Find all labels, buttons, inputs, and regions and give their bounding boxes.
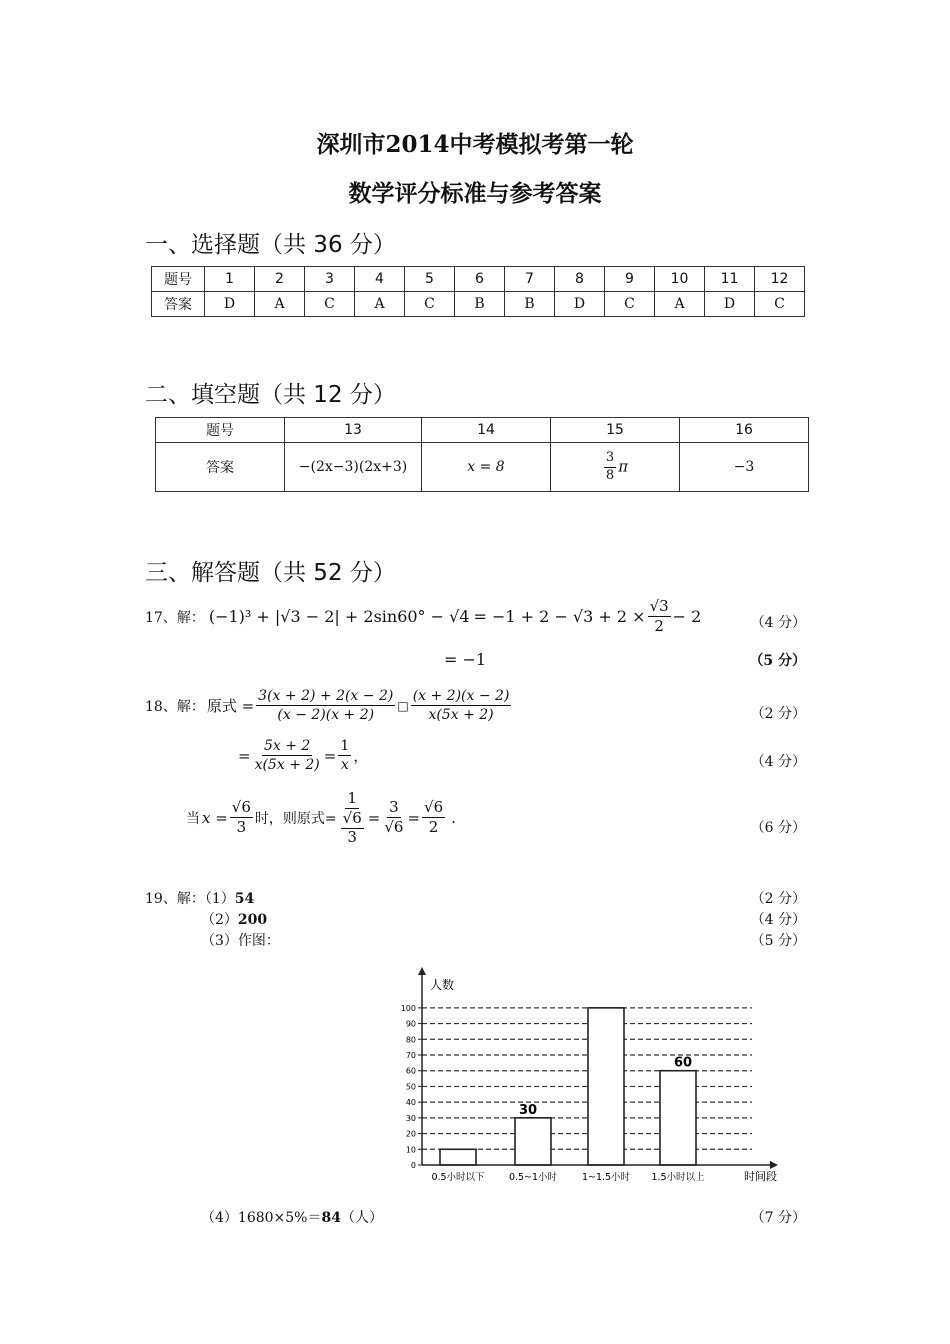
q19-label: 19、解： [145, 891, 205, 907]
bar [440, 1149, 476, 1165]
table-row [156, 443, 809, 492]
equals: = [407, 808, 421, 827]
answer-14: x = 8 [422, 443, 551, 492]
inner-numerator: √6 [342, 809, 362, 828]
chart-grid [422, 1008, 752, 1149]
comma: ， [353, 747, 369, 766]
fill-answer-table [155, 417, 809, 492]
x-axis-arrow [770, 1161, 778, 1169]
answer-13: −(2x−3)(2x+3) [285, 443, 422, 492]
q18-label: 18、解： [145, 698, 205, 715]
period: . [451, 808, 456, 827]
question-number: 6 [455, 267, 505, 292]
y-axis-arrow [418, 967, 426, 975]
data-label: 60 [674, 1055, 693, 1071]
section2-heading: 二、填空题（共 12 分） [145, 382, 396, 408]
data-label: 30 [519, 1102, 538, 1118]
q19-part2: （2） [201, 912, 238, 928]
equals: = [323, 746, 337, 765]
bar [515, 1118, 551, 1165]
answer-cell: A [355, 292, 405, 317]
y-tick-label: 50 [405, 1082, 416, 1092]
answer-cell: D [205, 292, 255, 317]
fraction [411, 688, 512, 723]
q19-part1: （1） [204, 891, 235, 907]
question-number: 16 [680, 418, 809, 443]
question-number: 1 [205, 267, 255, 292]
q18-yuanshi: 原式 = [206, 697, 255, 716]
section1-heading: 一、选择题（共 36 分） [145, 232, 396, 258]
score-label: （5 分） [750, 933, 806, 949]
q18-line3 [186, 790, 456, 846]
score-label: （2 分） [750, 706, 806, 722]
q18-then: 时，则原式= [254, 810, 337, 827]
score-label: （6 分） [750, 820, 806, 836]
y-tick-label: 90 [405, 1019, 416, 1029]
question-number: 10 [655, 267, 705, 292]
answer-16: −3 [680, 443, 809, 492]
question-number: 8 [555, 267, 605, 292]
score-label: （2 分） [750, 891, 806, 907]
bar [660, 1071, 696, 1165]
answer-cell: D [705, 292, 755, 317]
score-label: （5 分） [749, 653, 806, 669]
question-number: 5 [405, 267, 455, 292]
question-number: 9 [605, 267, 655, 292]
numerator: 1 [345, 790, 359, 809]
answer-cell: C [305, 292, 355, 317]
numerator: 5x + 2 [262, 738, 312, 756]
denominator: √6 [384, 818, 404, 837]
fraction [338, 738, 351, 773]
q17-step1-tail: − 2 [672, 607, 702, 627]
answer-cell: C [405, 292, 455, 317]
y-tick-label: 80 [405, 1035, 416, 1045]
table-row [152, 267, 805, 292]
answer-cell: A [255, 292, 305, 317]
histogram-chart [380, 965, 800, 1195]
q17-step1: = −1 + 2 − √3 + 2 × [473, 607, 646, 627]
inner-denominator: 3 [347, 827, 357, 846]
row-label-question: 题号 [156, 418, 285, 443]
y-tick-label: 70 [405, 1051, 416, 1060]
numerator: √3 [648, 598, 671, 617]
equals: = [367, 808, 381, 827]
x-axis-label: 时间段 [744, 1170, 777, 1183]
q19-part3: （3）作图： [201, 933, 280, 949]
denominator: 8 [605, 467, 615, 483]
y-tick-label: 20 [405, 1129, 416, 1139]
y-tick-label: 10 [405, 1145, 416, 1155]
q18-dang: 当 [186, 810, 200, 827]
question-number: 7 [505, 267, 555, 292]
page-subtitle: 数学评分标准与参考答案 [348, 180, 602, 207]
answer-cell: A [655, 292, 705, 317]
numerator: (x + 2)(x − 2) [411, 688, 512, 706]
denominator: x(5x + 2) [428, 707, 494, 724]
numerator: 3 [604, 451, 616, 468]
q19-part2-answer: 200 [237, 912, 268, 928]
question-number: 12 [755, 267, 805, 292]
pi-symbol: π [618, 457, 629, 475]
x-tick-label: 0.5小时以下 [431, 1172, 485, 1183]
fraction [382, 799, 405, 837]
equals: = [238, 746, 251, 765]
question-number: 15 [551, 418, 680, 443]
denominator [339, 809, 366, 846]
q19-line2 [201, 909, 267, 929]
table-row [156, 418, 809, 443]
q19-line1 [145, 888, 254, 908]
q19-part4-unit: （人） [340, 1210, 383, 1226]
numerator: √6 [230, 799, 253, 818]
fraction [422, 799, 445, 837]
fraction [648, 598, 671, 636]
bar [588, 1008, 624, 1165]
y-tick-label: 60 [405, 1066, 416, 1076]
fraction [230, 799, 253, 837]
numerator: 3 [387, 799, 401, 818]
answer-cell: B [455, 292, 505, 317]
q18-xeq: x = [202, 808, 228, 827]
y-tick-label: 100 [400, 1003, 416, 1013]
x-tick-label: 0.5~1小时 [508, 1172, 558, 1183]
x-tick-label: 1.5小时以上 [651, 1172, 705, 1183]
answer-cell: D [555, 292, 605, 317]
fraction [604, 451, 616, 484]
y-tick-label: 30 [405, 1113, 416, 1123]
denominator: x [340, 757, 349, 774]
score-label: （7 分） [750, 1210, 806, 1226]
score-label: （4 分） [750, 615, 806, 631]
section3-heading: 三、解答题（共 52 分） [145, 560, 396, 586]
denominator: 3 [236, 818, 247, 837]
y-tick-label: 0 [410, 1161, 416, 1170]
fraction [339, 790, 366, 846]
table-row [152, 292, 805, 317]
y-axis-label: 人数 [430, 978, 455, 992]
q18-line1 [145, 688, 513, 723]
denominator: 2 [428, 818, 439, 837]
denominator: x(5x + 2) [254, 757, 320, 774]
row-label-answer: 答案 [152, 292, 205, 317]
y-tick-label: 40 [405, 1098, 416, 1108]
x-tick-label: 1~1.5小时 [581, 1172, 631, 1183]
denominator: (x − 2)(x + 2) [277, 707, 375, 724]
fraction [256, 688, 395, 723]
numerator: √6 [422, 799, 445, 818]
page-title: 深圳市2014中考模拟考第一轮 [316, 131, 634, 158]
question-number: 4 [355, 267, 405, 292]
fraction [253, 738, 322, 773]
question-number: 14 [422, 418, 551, 443]
answer-15 [551, 443, 680, 492]
score-label: （4 分） [750, 754, 806, 770]
denominator: 2 [654, 617, 664, 636]
q19-part1-answer: 54 [234, 891, 255, 907]
question-number: 13 [285, 418, 422, 443]
q17-result: = −1 [444, 650, 487, 669]
choice-answer-table [151, 266, 805, 317]
question-number: 11 [705, 267, 755, 292]
q18-operator: □ [397, 698, 409, 713]
q18-line2 [238, 738, 368, 773]
q17-expression: (−1)³ + |√3 − 2| + 2sin60° − √4 [208, 607, 470, 627]
q19-line4 [201, 1207, 383, 1227]
question-number: 3 [305, 267, 355, 292]
q19-part4: （4）1680×5%＝ [201, 1210, 322, 1226]
question-number: 2 [255, 267, 305, 292]
q17-label: 17、解： [145, 609, 205, 626]
answer-cell: C [755, 292, 805, 317]
q19-part4-answer: 84 [321, 1210, 341, 1226]
answer-cell: C [605, 292, 655, 317]
row-label-answer: 答案 [156, 443, 285, 492]
answer-cell: B [505, 292, 555, 317]
numerator: 1 [338, 738, 351, 756]
score-label: （4 分） [750, 912, 806, 928]
row-label-question: 题号 [152, 267, 205, 292]
numerator: 3(x + 2) + 2(x − 2) [256, 688, 395, 706]
q17-line1 [145, 598, 701, 636]
